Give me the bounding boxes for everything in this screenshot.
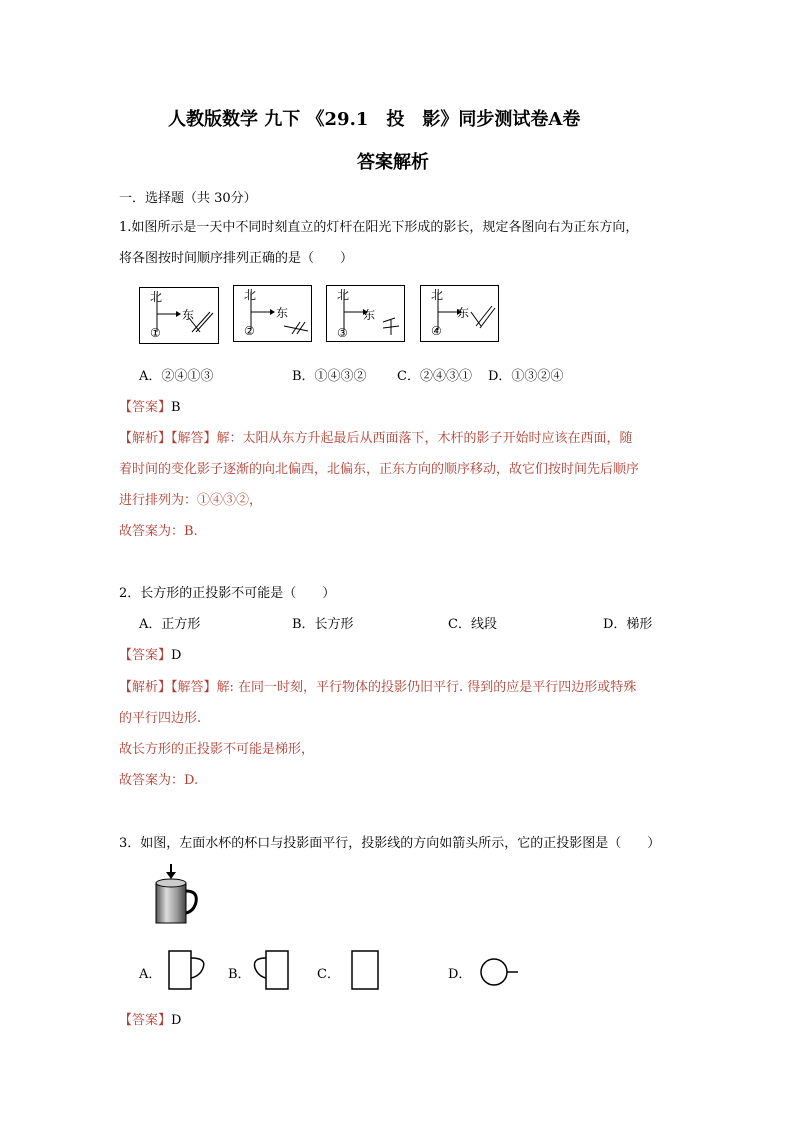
q2-option-b: B．长方形	[292, 617, 354, 632]
q2-analysis-line3: 故长方形的正投影不可能是梯形，	[119, 742, 315, 757]
q1-answer-value: B	[171, 400, 181, 415]
q1-option-c: C．②④③①	[397, 369, 472, 384]
q1-analysis-text1: 解：太阳从东方升起最后从西面落下，木杆的影子开始时应该在西面，随	[216, 431, 633, 446]
q1-conclusion: 故答案为：B.	[119, 524, 198, 539]
q2-option-c: C．线段	[448, 617, 497, 632]
q1-answer-label: 【答案】	[119, 400, 172, 415]
q2-answer	[119, 644, 181, 663]
section-header: 一．选择题（共 30分）	[119, 191, 257, 206]
q1-analysis-line3: 进行排列为：①④③②，	[119, 493, 263, 508]
q3-cup-figure	[154, 864, 204, 926]
q1-figure-3	[326, 285, 405, 342]
q2-analysis-line2: 的平行四边形.	[119, 711, 202, 726]
q3-stem: 3．如图，左面水杯的杯口与投影面平行，投影线的方向如箭头所示，它的正投影图是（ ）	[119, 836, 661, 851]
q1-stem-line1: 1.如图所示是一天中不同时刻直立的灯杆在阳光下形成的影长，规定各图向右为正东方向，	[119, 220, 639, 235]
q1-figure-2-number: ②	[244, 324, 255, 338]
q1-figure-1-north: 北	[150, 290, 163, 304]
q1-figure-4-east: 东	[457, 306, 470, 320]
q1-option-b: B．①④③②	[292, 369, 367, 384]
q3-option-c-figure	[349, 948, 381, 992]
q1-figure-2-north: 北	[244, 288, 257, 302]
q1-figure-4-north: 北	[431, 288, 444, 302]
q1-analysis-line1	[119, 427, 633, 446]
q3-option-a-figure	[166, 948, 210, 992]
q3-option-b-label: B．	[228, 967, 251, 982]
q3-option-b-figure	[252, 948, 296, 992]
q2-option-a: A．正方形	[139, 617, 201, 632]
q3-answer-value: D	[171, 1013, 182, 1028]
q1-stem-line2: 将各图按时间顺序排列正确的是（ ）	[119, 251, 354, 266]
q1-analysis-line2: 着时间的变化影子逐渐的向北偏西，北偏东，正东方向的顺序移动，故它们按时间先后顺序	[119, 462, 640, 477]
q1-figure-1-number: ①	[150, 326, 161, 340]
q1-analysis-label: 【解析】【解答】	[119, 431, 217, 446]
page-subtitle: 答案解析	[357, 152, 429, 173]
q3-option-c-label: C．	[317, 967, 340, 982]
q3-option-d-label: D．	[448, 967, 472, 982]
q1-figure-3-north: 北	[337, 288, 350, 302]
q1-figure-4-number: ④	[431, 324, 442, 338]
q3-answer-label: 【答案】	[119, 1013, 172, 1028]
q2-analysis-text1: 解: 在同一时刻，平行物体的投影仍旧平行. 得到的应是平行四边形或特殊	[216, 680, 637, 695]
q1-figure-2-east: 东	[276, 306, 289, 320]
q1-figure-1	[139, 287, 219, 344]
q2-analysis-line1	[119, 676, 636, 695]
q1-option-d: D．①③②④	[488, 369, 564, 384]
q1-figure-3-east: 东	[363, 308, 376, 322]
q2-stem: 2．长方形的正投影不可能是（ ）	[119, 586, 336, 601]
q1-figure-4	[420, 285, 499, 342]
q3-option-d-figure	[478, 956, 520, 988]
q1-option-a: A．②④①③	[139, 369, 214, 384]
q1-figure-2	[233, 285, 312, 342]
q1-figure-3-number: ③	[337, 326, 348, 340]
page-title: 人教版数学 九下 《29.1 投 影》同步测试卷A卷	[168, 109, 581, 130]
q1-figure-1-east: 东	[182, 308, 195, 322]
q2-analysis-label: 【解析】【解答】	[119, 680, 217, 695]
q2-option-d: D．梯形	[603, 617, 653, 632]
q2-conclusion: 故答案为：D.	[119, 773, 199, 788]
q3-option-a-label: A．	[139, 967, 162, 982]
q1-answer	[119, 396, 181, 415]
q3-answer	[119, 1009, 181, 1028]
q2-answer-value: D	[171, 648, 182, 663]
q2-answer-label: 【答案】	[119, 648, 172, 663]
